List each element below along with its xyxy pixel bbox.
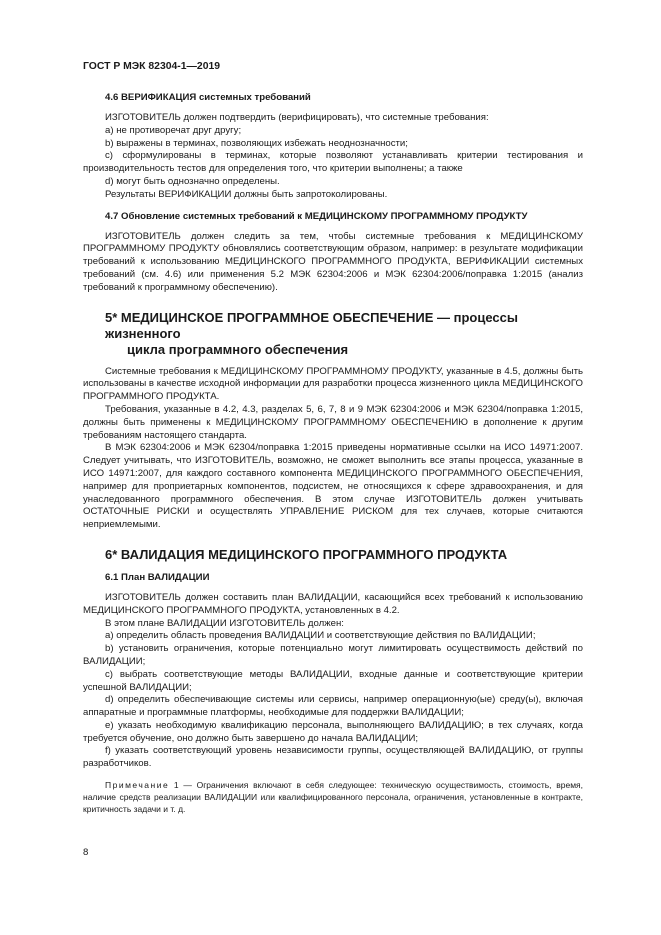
list-item: c) сформулированы в терминах, которые позволяют устанавливать критерии тестирования и производительность тестов для определения того, что критерии выполнены; а также — [83, 150, 583, 175]
list-item: a) не противоречат друг другу; — [105, 124, 242, 136]
paragraph: ИЗГОТОВИТЕЛЬ должен следить за тем, чтобы системные требования к МЕДИЦИНСКОМУ ПРОГРАММНОМУ ПРОДУКТУ обновлялись соответствующим образом, например: в результате модификации требований к использованию МЕДИЦИНСКОГО ПРОГРАММНОГО ПРОДУКТА, ВЕРИФИКАЦИИ системных требований (см. 4.6) или применения 5.2 МЭК 62304:2006 и МЭК 62304:2006/поправка 1:2015 (анализ требований к программному обеспечению). — [83, 230, 583, 293]
paragraph: ИЗГОТОВИТЕЛЬ должен подтвердить (верифицировать), что системные требования: — [105, 112, 489, 123]
document-code: ГОСТ Р МЭК 82304-1—2019 — [83, 61, 221, 72]
chapter-6-title: 6* ВАЛИДАЦИЯ МЕДИЦИНСКОГО ПРОГРАММНОГО ПРОДУКТА — [105, 546, 508, 562]
list-item: d) могут быть однозначно определены. — [105, 175, 280, 187]
paragraph: В этом плане ВАЛИДАЦИИ ИЗГОТОВИТЕЛЬ должен: — [105, 617, 344, 629]
paragraph: Требования, указанные в 4.2, 4.3, разделах 5, 6, 7, 8 и 9 МЭК 62304:2006 и МЭК 62304/поправка 1:2015, должны быть применены к МЕДИЦИНСКОМУ ПРОГРАММНОМУ ОБЕСПЕЧЕНИЮ в дополнение к другим требованиям настоящего стандарта. — [83, 403, 583, 441]
note-label: Примечание — [105, 780, 170, 791]
list-item: c) выбрать соответствующие методы ВАЛИДАЦИИ, входные данные и соответствующие критерии успешной ВАЛИДАЦИИ; — [83, 668, 583, 693]
section-4-7-title: 4.7 Обновление системных требований к МЕДИЦИНСКОМУ ПРОГРАММНОМУ ПРОДУКТУ — [105, 210, 528, 222]
section-6-1-title: 6.1 План ВАЛИДАЦИИ — [105, 571, 210, 583]
note-text: 1 — Ограничения включают в себя следующее: техническую осуществимость, стоимость, время, наличие средств реализации ВАЛИДАЦИИ или квалифицированного персонала, ограничения, установленные в контракте, критичность задачи и т. д. — [83, 780, 583, 815]
list-item: e) указать необходимую квалификацию персонала, выполняющего ВАЛИДАЦИЮ; в тех случаях, когда требуется обучение, оно должно быть завершено до начала ВАЛИДАЦИИ; — [83, 719, 583, 744]
list-item: b) выражены в терминах, позволяющих избежать неоднозначности; — [105, 137, 408, 149]
list-item: b) установить ограничения, которые потенциально могут лимитировать осуществимость действий по ВАЛИДАЦИИ; — [83, 643, 583, 667]
note — [83, 779, 583, 815]
paragraph: Результаты ВЕРИФИКАЦИИ должны быть запротоколированы. — [105, 188, 388, 200]
chapter-5-title — [105, 310, 583, 358]
list-item: d) определить обеспечивающие системы или сервисы, например операционную(ые) среду(ы), включая аппаратные и программные платформы, необходимые для поддержки ВАЛИДАЦИИ; — [83, 694, 583, 719]
chapter-5-title-line2: цикла программного обеспечения — [127, 341, 349, 357]
paragraph: В МЭК 62304:2006 и МЭК 62304/поправка 1:2015 приведены нормативные ссылки на ИСО 14971:2007. Следует учитывать, что ИЗГОТОВИТЕЛЬ, возможно, не сможет выполнить все этапы процесса, указанные в ИСО 14971:2007, для каждого составного компонента МЕДИЦИНСКОГО ПРОГРАММНОГО ОБЕСПЕЧЕНИЯ, например для проприетарных компонентов, подсистем, не относящихся к сфере здравоохранения, и для унаследованного программного обеспечения. В этом случае ИЗГОТОВИТЕЛЬ должен учитывать ОСТАТОЧНЫЕ РИСКИ и осуществлять УПРАВЛЕНИЕ РИСКОМ для тех случаев, которые считаются неприемлемыми. — [83, 442, 583, 531]
paragraph: ИЗГОТОВИТЕЛЬ должен составить план ВАЛИДАЦИИ, касающийся всех требований к использованию МЕДИЦИНСКОГО ПРОГРАММНОГО ПРОДУКТА, установленных в 4.2. — [83, 591, 583, 616]
page-number: 8 — [83, 847, 89, 858]
page-content — [83, 86, 583, 815]
paragraph: Системные требования к МЕДИЦИНСКОМУ ПРОГРАММНОМУ ПРОДУКТУ, указанные в 4.5, должны быть использованы в качестве исходной информации для разработки процесса жизненного цикла МЕДИЦИНСКОГО ПРОГРАММНОГО ПРОДУКТА. — [83, 365, 583, 403]
chapter-5-title-line1: 5* МЕДИЦИНСКОЕ ПРОГРАММНОЕ ОБЕСПЕЧЕНИЕ — процессы жизненного — [105, 309, 518, 341]
list-item: f) указать соответствующий уровень независимости группы, осуществляющей ВАЛИДАЦИЮ, от группы разработчиков. — [83, 745, 583, 770]
list-item: a) определить область проведения ВАЛИДАЦИИ и соответствующие действия по ВАЛИДАЦИИ; — [105, 630, 536, 642]
section-4-6-title: 4.6 ВЕРИФИКАЦИЯ системных требований — [105, 92, 311, 103]
